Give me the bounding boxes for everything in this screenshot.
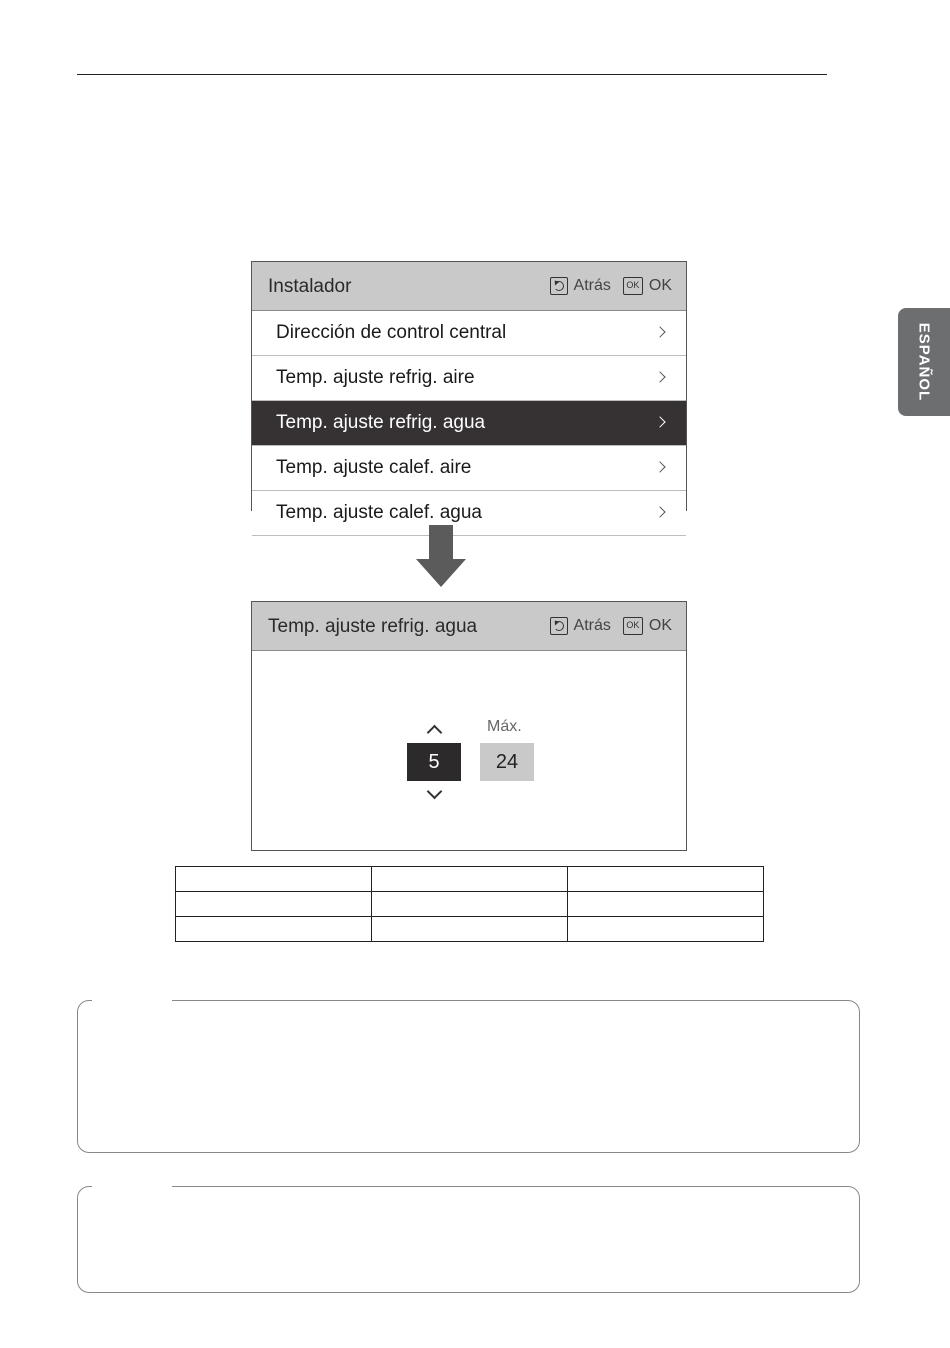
- screen-title: Instalador: [268, 276, 352, 297]
- chevron-up-icon[interactable]: [427, 725, 443, 741]
- header-actions: [550, 277, 672, 295]
- installer-menu-screen: [251, 261, 687, 523]
- menu-item-central-control-address[interactable]: [252, 311, 686, 356]
- menu-item-cool-air-temp[interactable]: [252, 356, 686, 401]
- table-row: [176, 892, 764, 917]
- table-cell: [176, 917, 372, 942]
- menu-item-label: Temp. ajuste refrig. aire: [276, 367, 475, 388]
- menu-item-label: Temp. ajuste calef. aire: [276, 457, 472, 478]
- max-label: Máx.: [487, 718, 522, 735]
- cool-water-temp-screen: [251, 601, 687, 851]
- table-row: [176, 917, 764, 942]
- chevron-right-icon: [654, 461, 665, 472]
- menu-item-label: Temp. ajuste refrig. agua: [276, 412, 486, 433]
- table-cell: [176, 892, 372, 917]
- note-box: [77, 1000, 860, 1153]
- note-box: [77, 1186, 860, 1293]
- back-label[interactable]: Atrás: [573, 617, 611, 634]
- note-box-tab: [92, 998, 172, 1004]
- table-cell: [568, 892, 764, 917]
- table-cell: [568, 867, 764, 892]
- menu-item-label: Dirección de control central: [276, 322, 507, 343]
- value-setter: [252, 602, 686, 850]
- table-cell: [372, 892, 568, 917]
- table-cell: [568, 917, 764, 942]
- table-cell: [372, 867, 568, 892]
- menu-item-label: Temp. ajuste calef. agua: [276, 502, 482, 523]
- table-cell: [176, 867, 372, 892]
- chevron-down-icon[interactable]: [427, 784, 443, 800]
- value-field[interactable]: 5: [407, 743, 461, 781]
- menu-item-heat-water-temp[interactable]: [252, 491, 686, 536]
- menu-item-heat-air-temp[interactable]: [252, 446, 686, 491]
- screen-header: [252, 262, 686, 311]
- ok-icon[interactable]: OK: [623, 617, 643, 635]
- language-tab: [898, 308, 950, 416]
- chevron-right-icon: [654, 326, 665, 337]
- arrow-down-icon: [416, 525, 466, 587]
- chevron-right-icon: [654, 506, 665, 517]
- menu-item-cool-water-temp[interactable]: [252, 401, 686, 446]
- ok-label[interactable]: OK: [648, 617, 672, 634]
- max-value: 24: [480, 743, 534, 781]
- top-rule: [77, 74, 827, 75]
- chevron-right-icon: [654, 371, 665, 382]
- empty-table: [175, 866, 764, 942]
- ok-label[interactable]: OK: [648, 277, 672, 294]
- ok-icon[interactable]: OK: [623, 277, 643, 295]
- table-row: [176, 867, 764, 892]
- back-icon[interactable]: [550, 277, 568, 295]
- chevron-right-icon: [654, 416, 665, 427]
- screen-title: Temp. ajuste refrig. agua: [268, 616, 478, 637]
- table-cell: [372, 917, 568, 942]
- language-tab-label: ESPAÑOL: [915, 322, 933, 402]
- menu-list: [252, 311, 686, 536]
- back-label[interactable]: Atrás: [573, 277, 611, 294]
- note-box-tab: [92, 1184, 172, 1190]
